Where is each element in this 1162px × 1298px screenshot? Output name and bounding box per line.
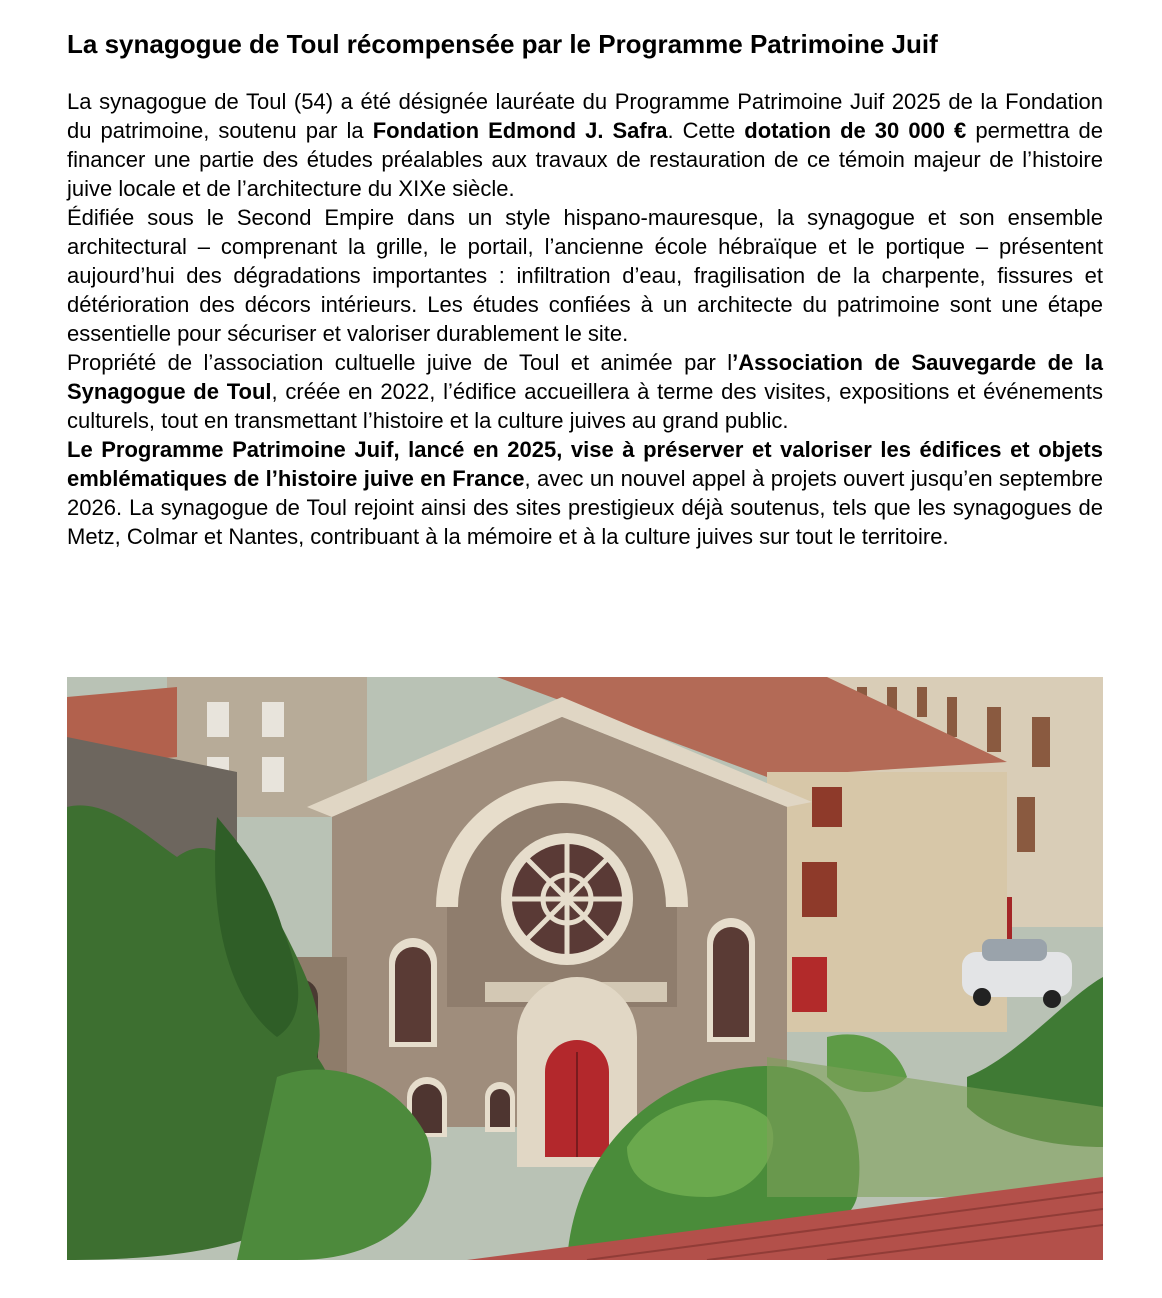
paragraph-2	[67, 203, 1103, 348]
paragraph-1	[67, 87, 1103, 203]
paragraph-3	[67, 348, 1103, 435]
text-run: , avec un nouvel appel à projets ouvert jusqu’en septembre 2026. La synagogue de Toul rejoint ainsi des sites prestigieux déjà soutenus, tels que les synagogues de Metz, Colmar et Nantes, contribuant à la mémoire et à la culture juives sur tout le territoire.	[67, 466, 1104, 549]
bold-text: ’Association de Sauvegarde de la Synagogue de Toul	[67, 350, 1103, 404]
text-run: permettra de financer une partie des études préalables aux travaux de restauration de ce témoin majeur de l’histoire juive locale et de l’architecture du XIXe siècle.	[67, 118, 1103, 201]
text-run: . Cette	[667, 118, 745, 143]
text-run: , créée en 2022, l’édifice accueillera à terme des visites, expositions et événements culturels, tout en transmettant l’histoire et la culture juives au grand public.	[67, 379, 1103, 433]
text-run: Propriété de l’association cultuelle juive de Toul et animée par l	[67, 350, 733, 375]
text-run: La synagogue de Toul (54) a été désignée lauréate du Programme Patrimoine Juif 2025 de la Fondation du patrimoine, soutenu par la	[67, 89, 1103, 143]
bold-text: dotation de 30 000 €	[744, 118, 967, 143]
paragraph-4	[67, 435, 1103, 551]
text-run: Édifiée sous le Second Empire dans un style hispano-mauresque, la synagogue et son ensemble architectural – comprenant la grille, le portail, l’ancienne école hébraïque et le portique – présentent aujourd’hui des dégradations importantes : infiltration d’eau, fragilisation de la charpente, fissures et détérioration des décors intérieurs. Les études confiées à un architecte du patrimoine sont une étape essentielle pour sécuriser et valoriser durablement le site.	[67, 205, 1103, 346]
bold-text: Le Programme Patrimoine Juif, lancé en 2025, vise à préserver et valoriser les édifices et objets emblématiques de l’histoire juive en France	[67, 437, 1103, 491]
article-title: La synagogue de Toul récompensée par le Programme Patrimoine Juif	[67, 29, 938, 59]
bold-text: Fondation Edmond J. Safra	[372, 118, 668, 143]
article	[67, 26, 1103, 551]
article-body	[67, 87, 1103, 551]
synagogue-photo	[67, 677, 1103, 1260]
